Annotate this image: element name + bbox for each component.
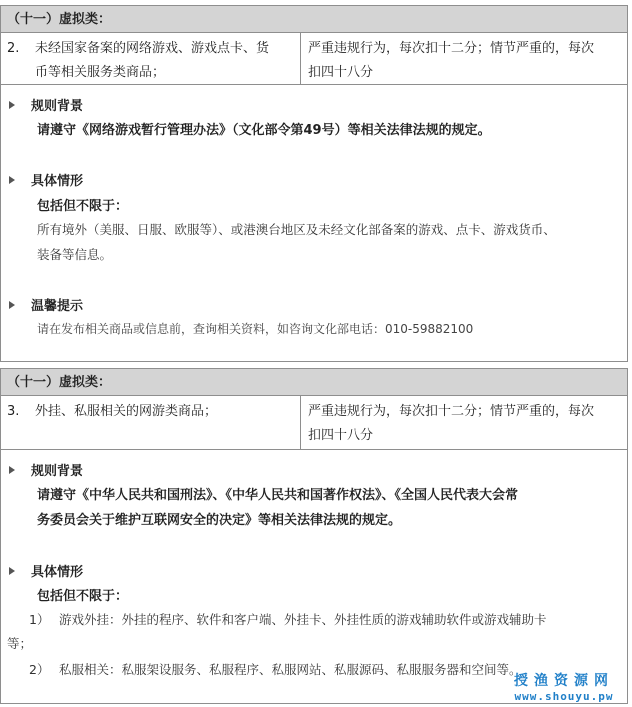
category-header: （十一）虚拟类：	[0, 5, 628, 33]
triangle-right-icon	[9, 101, 15, 109]
case-text-line: 所有境外（美服、日服、欧服等）、或港澳台地区及未经文化部备案的游戏、点卡、游戏货币、	[37, 222, 556, 237]
case-item-number: 1）	[29, 612, 50, 627]
case-text-line: 装备等信息。	[37, 247, 113, 262]
item-description	[35, 37, 269, 84]
triangle-right-icon	[9, 567, 15, 575]
rule-row	[0, 33, 628, 85]
case-item-text: 私服相关：私服架设服务、私服程序、私服网站、私服源码、私服服务器和空间等。	[59, 662, 522, 677]
heading-text: 规则背景	[31, 464, 84, 479]
heading-text: 具体情形	[31, 565, 84, 580]
tip-text: 请在发布相关商品或信息前，查询相关资料，如咨询文化部电话：010-59882100	[37, 322, 474, 336]
case-intro: 包括但不限于：	[37, 589, 129, 604]
penalty-line: 严重违规行为，每次扣十二分；情节严重的，每次	[308, 41, 595, 56]
triangle-right-icon	[9, 176, 15, 184]
rule-text-line: 请遵守《中华人民共和国刑法》、《中华人民共和国著作权法》、《全国人民代表大会常	[37, 488, 519, 503]
heading-text: 温馨提示	[31, 299, 84, 314]
rule-row	[0, 396, 628, 450]
case-heading	[9, 561, 83, 580]
watermark-title: 授渔资源网	[514, 673, 614, 689]
case-item-text: 游戏外挂：外挂的程序、软件和客户端、外挂卡、外挂性质的游戏辅助软件或游戏辅助卡	[59, 612, 547, 627]
site-watermark	[502, 673, 626, 705]
penalty-cell	[301, 396, 627, 449]
item-line: 币等相关服务类商品；	[35, 65, 166, 80]
item-line: 外挂、私服相关的网游类商品；	[35, 404, 218, 419]
case-heading	[9, 170, 83, 189]
case-item-text: 等；	[7, 636, 33, 651]
rule-text: 请遵守《网络游戏暂行管理办法》（文化部令第49号）等相关法律法规的规定。	[37, 123, 491, 138]
rule-text-line: 务委员会关于维护互联网安全的决定》等相关法律法规的规定。	[37, 513, 402, 528]
item-cell	[1, 396, 301, 449]
detail-panel	[0, 85, 628, 362]
item-line: 未经国家备案的网络游戏、游戏点卡、货	[35, 41, 270, 56]
tip-heading	[9, 295, 83, 314]
heading-text: 规则背景	[31, 99, 84, 114]
case-intro: 包括但不限于：	[37, 199, 129, 214]
penalty-line: 扣四十八分	[308, 65, 374, 80]
watermark-url: www.shouyu.pw	[514, 690, 614, 703]
penalty-line: 严重违规行为，每次扣十二分；情节严重的，每次	[308, 404, 595, 419]
heading-text: 具体情形	[31, 174, 84, 189]
item-cell	[1, 33, 301, 84]
category-header: （十一）虚拟类：	[0, 368, 628, 396]
triangle-right-icon	[9, 466, 15, 474]
item-description	[35, 400, 217, 449]
rule-background-heading	[9, 460, 83, 479]
item-number: 3.	[7, 404, 20, 419]
penalty-line: 扣四十八分	[308, 428, 374, 443]
penalty-cell	[301, 33, 627, 84]
triangle-right-icon	[9, 301, 15, 309]
case-item-number: 2）	[29, 662, 50, 677]
rule-background-heading	[9, 95, 83, 114]
detail-panel	[0, 450, 628, 704]
item-number: 2.	[7, 41, 20, 56]
